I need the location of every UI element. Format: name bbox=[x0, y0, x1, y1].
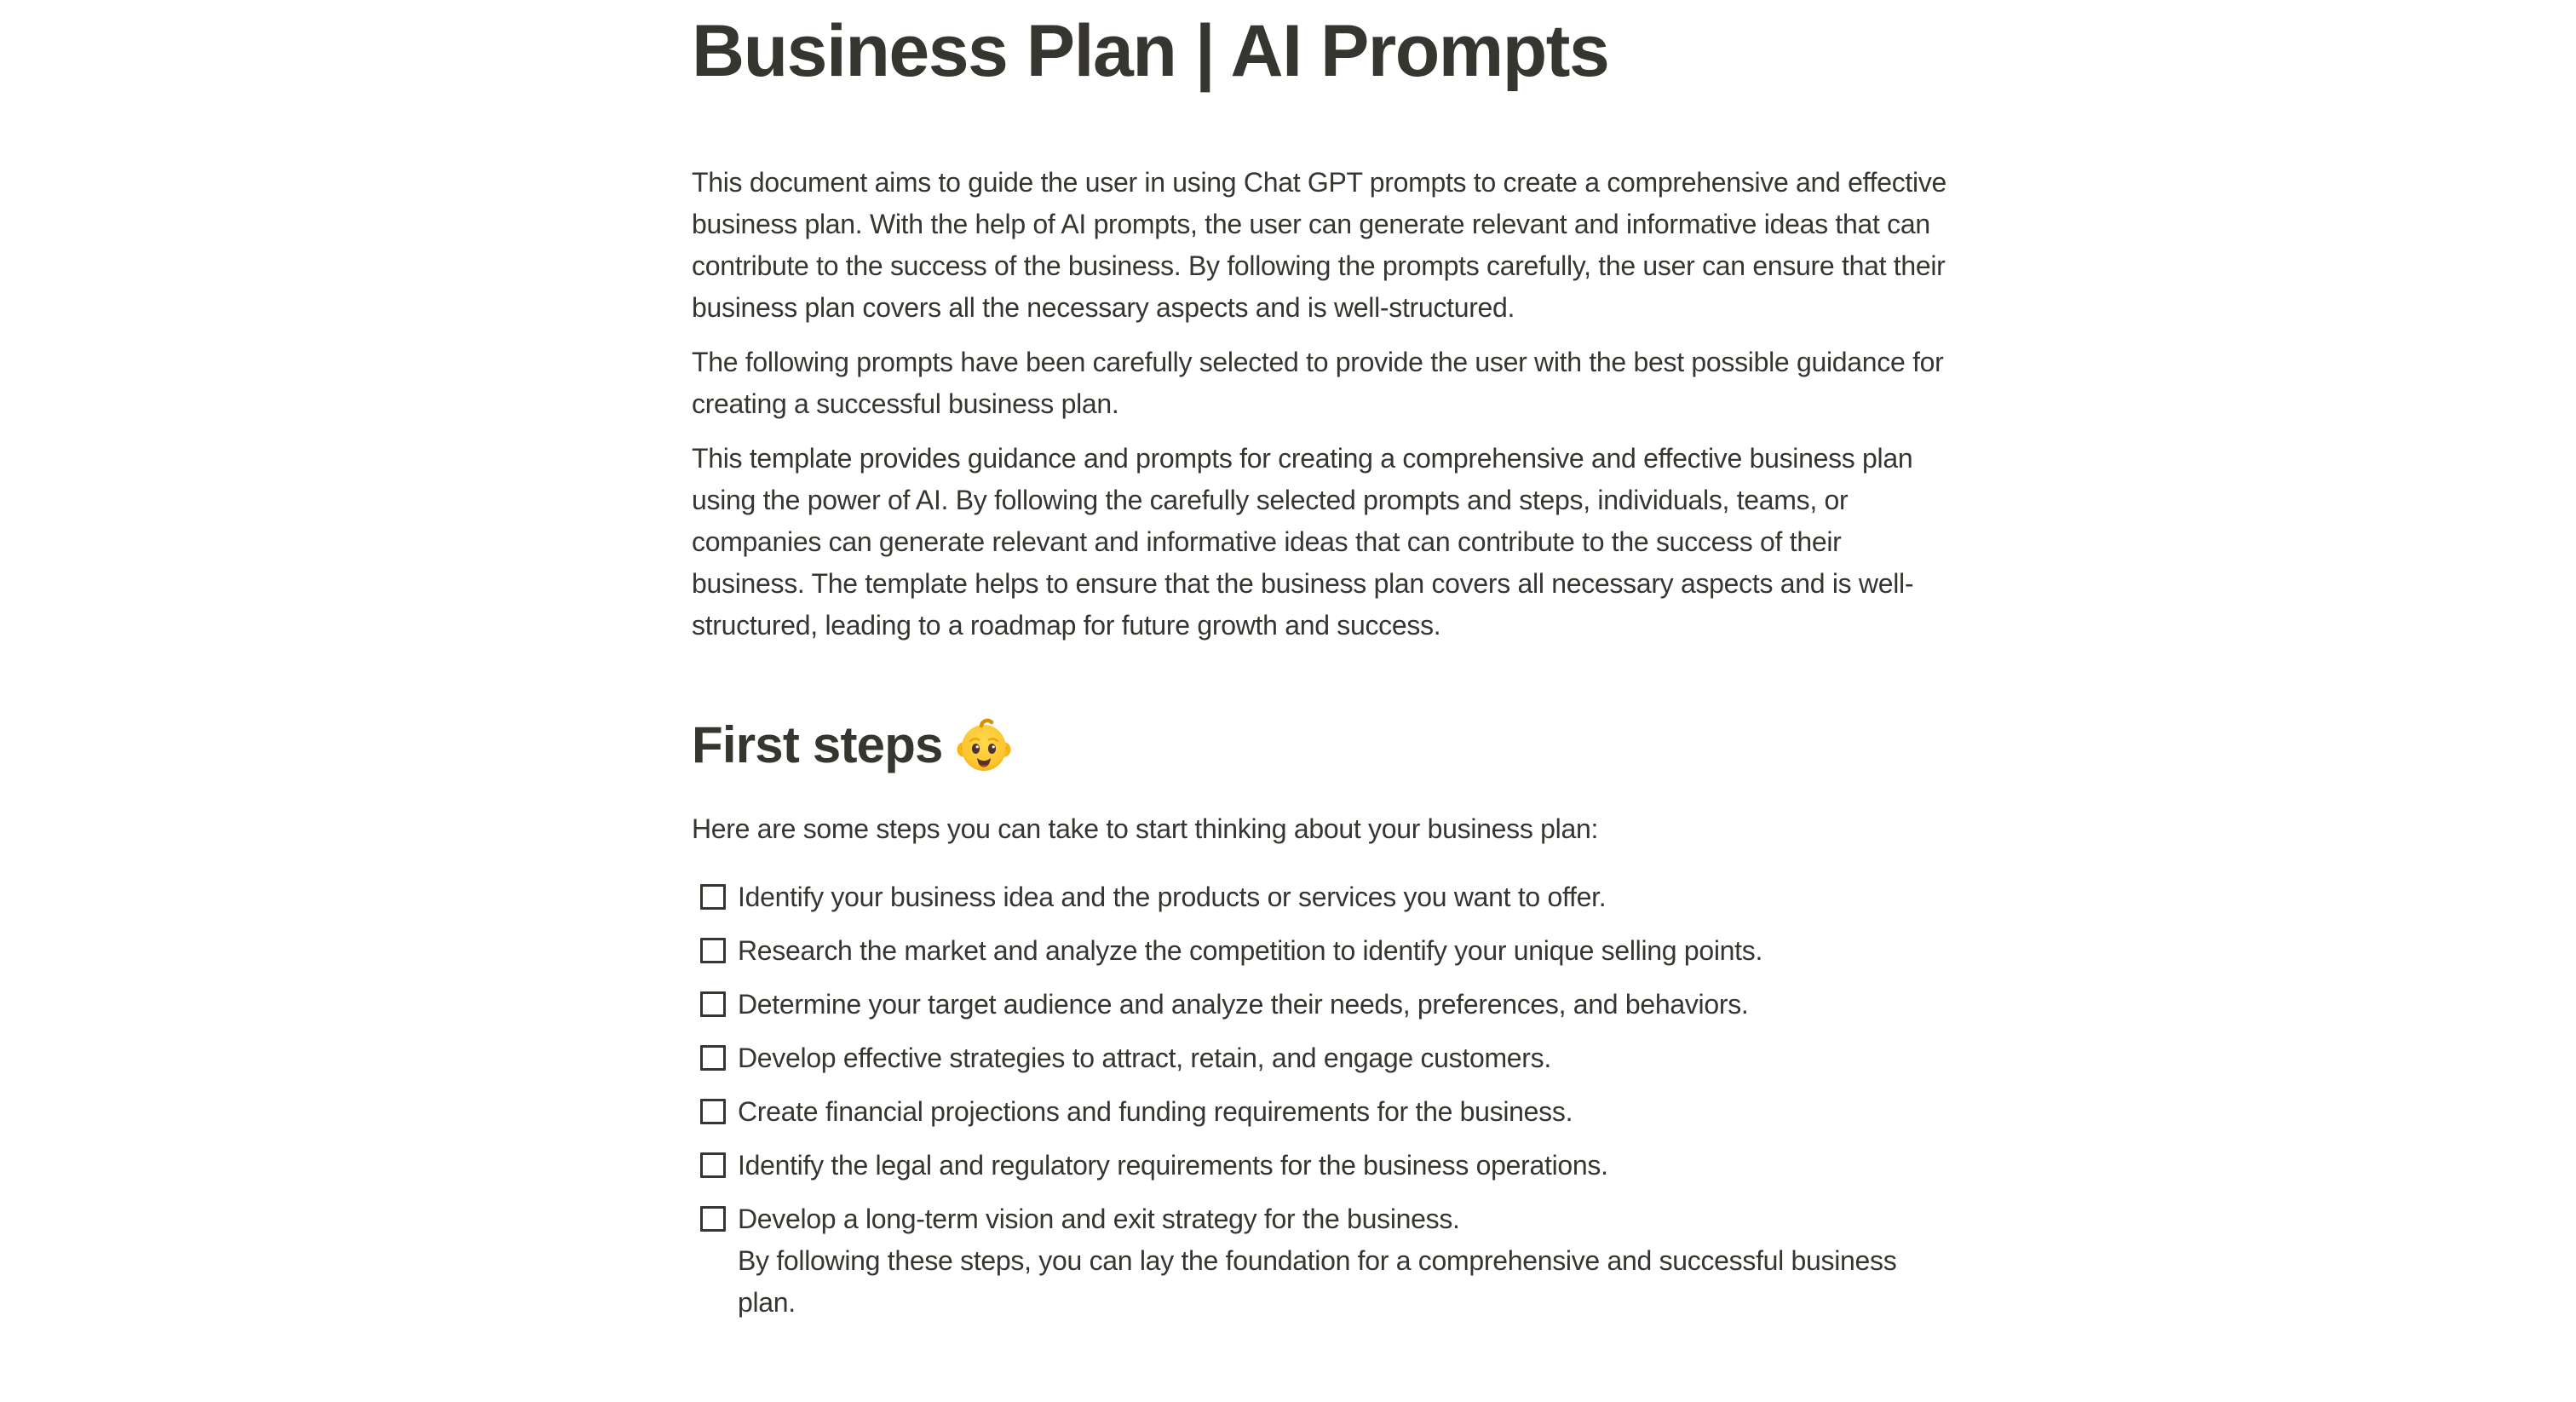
todo-list bbox=[692, 871, 1952, 1329]
todo-item bbox=[692, 1193, 1952, 1329]
todo-item bbox=[692, 1032, 1952, 1084]
todo-checkbox[interactable] bbox=[700, 1206, 726, 1232]
todo-checkbox[interactable] bbox=[700, 1152, 726, 1178]
todo-item bbox=[692, 925, 1952, 977]
intro-paragraph-3: This template provides guidance and prompts for creating a comprehensive and effective business plan using the power of AI. By following the carefully selected prompts and steps, individuals, teams, or companies can generate relevant and informative ideas that can contribute to the success of their business. The template helps to ensure that the business plan covers all necessary aspects and is well-structured, leading to a roadmap for future growth and success. bbox=[692, 443, 1914, 641]
todo-label: Research the market and analyze the competition to identify your unique selling points. bbox=[738, 935, 1763, 966]
todo-label: Create financial projections and funding requirements for the business. bbox=[738, 1096, 1573, 1127]
intro-paragraph-1: This document aims to guide the user in using Chat GPT prompts to create a comprehensive and effective business plan. With the help of AI prompts, the user can generate relevant and informative ideas that can contribute to the success of the business. By following the prompts carefully, the user can ensure that their business plan covers all the necessary aspects and is well-structured. bbox=[692, 167, 1947, 323]
todo-label: Identify your business idea and the products or services you want to offer. bbox=[738, 882, 1607, 912]
todo-label: Develop a long-term vision and exit strategy for the business. bbox=[738, 1204, 1460, 1234]
todo-checkbox[interactable] bbox=[700, 884, 726, 910]
todo-checkbox[interactable] bbox=[700, 938, 726, 963]
todo-item bbox=[692, 1140, 1952, 1192]
todo-label: Determine your target audience and analyze their needs, preferences, and behaviors. bbox=[738, 989, 1749, 1020]
todo-item bbox=[692, 1086, 1952, 1138]
todo-label: Identify the legal and regulatory requirements for the business operations. bbox=[738, 1150, 1608, 1181]
page-title: Business Plan | AI Prompts bbox=[692, 10, 1609, 92]
baby-emoji bbox=[957, 718, 1011, 773]
todo-note: By following these steps, you can lay the foundation for a comprehensive and successful business plan. bbox=[738, 1245, 1897, 1318]
document-body bbox=[692, 157, 1952, 1329]
todo-item bbox=[692, 871, 1952, 923]
intro-paragraph-2: The following prompts have been carefully selected to provide the user with the best possible guidance for creating a successful business plan. bbox=[692, 347, 1944, 419]
document-page bbox=[692, 0, 1952, 1330]
section-lead: Here are some steps you can take to start thinking about your business plan: bbox=[692, 813, 1599, 844]
section-heading-text: First steps bbox=[692, 716, 943, 773]
todo-label: Develop effective strategies to attract, retain, and engage customers. bbox=[738, 1043, 1551, 1073]
todo-checkbox[interactable] bbox=[700, 1045, 726, 1071]
todo-checkbox[interactable] bbox=[700, 991, 726, 1017]
section-heading bbox=[692, 711, 1952, 779]
block-spacer bbox=[692, 858, 1952, 870]
todo-item bbox=[692, 979, 1952, 1031]
todo-checkbox[interactable] bbox=[700, 1099, 726, 1124]
